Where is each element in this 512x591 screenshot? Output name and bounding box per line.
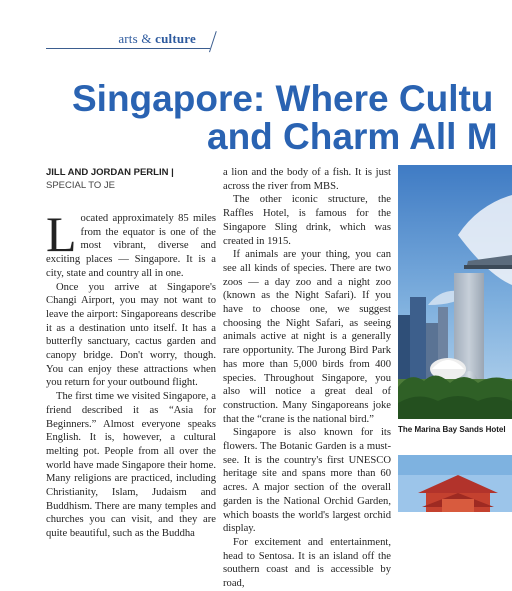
byline-role: SPECIAL TO JE (46, 180, 115, 191)
section-bold: culture (155, 31, 196, 46)
paragraph: For excitement and entertainment, head to Sentosa. It is an island off the southern coast and is accessible by road, (223, 536, 391, 590)
article-column-2 (223, 166, 391, 591)
temple-photo (398, 455, 512, 512)
headline-line1: Singapore: Where Cultu (72, 78, 494, 119)
paragraph: The first time we visited Singapore, a friend described it as “Asia for Beginners.” Almost everyone speaks English. It is, however, a cultural melting pot. People from all over the world have made Singapore their home. Many religions are practiced, including Christianity, Islam, Judaism and Buddhism. There are many temples and churches you can visit, and they are quite beautiful, such as the Buddha (46, 391, 216, 540)
headline (72, 80, 512, 156)
photo-caption: The Marina Bay Sands Hotel (398, 425, 506, 434)
paragraph: The other iconic structure, the Raffles Hotel, is famous for the Singapore Sling drink, which was created in 1915. (223, 194, 391, 247)
paragraph: a lion and the body of a fish. It is just across the river from MBS. (223, 167, 391, 192)
headline-line2: and Charm All M (207, 116, 498, 157)
paragraph (46, 206, 216, 281)
section-label (118, 31, 196, 47)
section-slash (209, 31, 217, 52)
byline-authors: JILL AND JORDAN PERLIN | (46, 167, 174, 178)
paragraph: If animals are your thing, you can see all kinds of species. There are two zoos — a day zoo and a night zoo (known as the Night Safari). If you have to choose one, we suggest choosing the Night Safari, as seeing animals active at night is a generally rare opportunity. The Jurong Bird Park has more than 5,000 birds from 400 species. Throughout Singapore, you also will notice a great deal of construction. Many Singaporeans joke that the “crane is the national bird.” (223, 249, 391, 425)
marina-bay-sands-photo (398, 165, 512, 419)
paragraph-text: ocated approximately 85 miles from the equator is one of the most vibrant, diverse and exciting places — Singapore. It is a city, state and country all in one. (46, 213, 216, 279)
paragraph: Once you arrive at Singapore's Changi Airport, you may not want to leave the airport: Singaporeans describe it as a destination unto itself. It has a butterfly sanctuary, cactus garden and canopy bridge. Don't worry, though. You can enjoy these attractions when you return for your outbound flight. (46, 281, 216, 389)
byline (46, 166, 216, 192)
drop-cap: L (46, 206, 77, 262)
section-prefix: arts & (118, 31, 156, 46)
article-column-1 (46, 206, 216, 541)
section-tag (46, 30, 210, 49)
paragraph: Singapore is also known for its flowers. The Botanic Garden is a must-see. It is the country's first UNESCO heritage site and spans more than 60 acres. A major section of the overall garden is the National Orchid Garden, which boasts the world's largest orchid display. (223, 427, 391, 535)
